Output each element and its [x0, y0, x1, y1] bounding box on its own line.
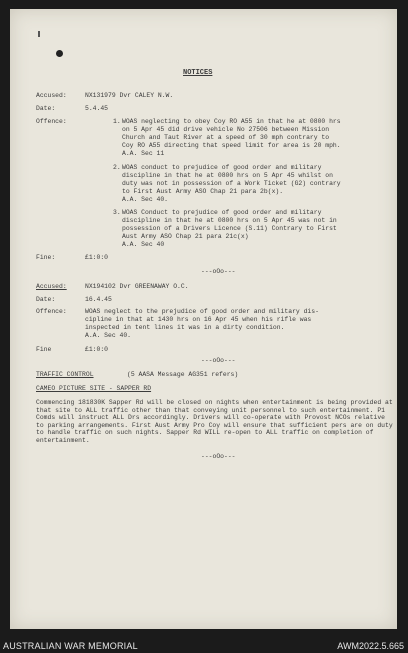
case1-offence3-line: A.A. Sec 40	[122, 241, 165, 248]
case1-offence3-line: WOAS Conduct to prejudice of good order and military	[122, 209, 322, 216]
footer-reference: AWM2022.5.665	[337, 641, 404, 651]
case1-offence3-line: discipline in that he at 0800 hrs on 5 Apr 45 was not in	[122, 217, 337, 224]
footer-source: AUSTRALIAN WAR MEMORIAL	[3, 641, 138, 651]
case1-fine-value: £1:0:0	[85, 254, 109, 261]
case1-offence1-num: 1.	[113, 118, 121, 125]
case2-offence-label: Offence:	[36, 308, 67, 315]
case1-offence3-line: possession of a Drivers Licence (S.11) Contrary to First	[122, 225, 337, 232]
case1-offence2-num: 2.	[113, 164, 121, 171]
case1-offence1-line: A.A. Sec 11	[122, 150, 165, 157]
case1-date-value: 5.4.45	[85, 105, 109, 112]
case1-accused-value: NX131979 Dvr CALEY N.W.	[85, 92, 174, 99]
separator: ---oOo---	[201, 268, 236, 275]
case1-offence1-line: on 5 Apr 45 did drive vehicle No 27506 between Mission	[122, 126, 330, 133]
archive-footer	[0, 633, 408, 653]
traffic-paragraph: Commencing 181830K Sapper Rd will be closed on nights when entertainment is being provided at that site to ALL traffic other than that conveying unit personnel to such entertainment. P1 Comds will instruct ALL Drs accordingly. Drivers will co-operate with Provost NCOs relative to parking arrangements. First Aust Army Pro Coy will ensure that sufficient pers are on duty to handle traffic on such nights. Sapper Rd WILL re-open to ALL traffic on completion of entertainment.	[36, 399, 393, 444]
case1-offence1-line: Coy RO A55 directing that speed limit for area is 20 mph.	[122, 142, 341, 149]
case1-offence2-line: to First Aust Army ASO Chap 21 para 2b(x).	[122, 188, 284, 195]
separator: ---oOo---	[201, 453, 236, 460]
case2-fine-value: £1:0:0	[85, 346, 109, 353]
case2-fine-label: Fine	[36, 346, 52, 353]
case2-offence-line: WOAS neglect to the prejudice of good order and military dis-	[85, 308, 319, 315]
traffic-heading: TRAFFIC CONTROL	[36, 371, 94, 378]
separator: ---oOo---	[201, 357, 236, 364]
document-page	[10, 9, 397, 629]
case1-offence2-line: A.A. Sec 40.	[122, 196, 169, 203]
case1-offence2-line: discipline in that he at 0800 hrs on 5 Apr 45 whilst on	[122, 172, 333, 179]
case2-accused-value: NX194102 Dvr GREENAWAY O.C.	[85, 283, 189, 290]
case2-offence-line: cipline in that at 1430 hrs on 16 Apr 45 when his rifle was	[85, 316, 312, 323]
case1-offence2-line: WOAS conduct to prejudice of good order and military	[122, 164, 322, 171]
traffic-subheading: CAMEO PICTURE SITE - SAPPER RD	[36, 385, 152, 392]
case1-offence1-line: WOAS neglecting to obey Coy RO A55 in that he at 0800 hrs	[122, 118, 341, 125]
punch-hole-mark	[56, 50, 63, 57]
case1-offence2-line: duty was not in possession of a Work Ticket (G2) contrary	[122, 180, 341, 187]
traffic-heading-note: (5 AASA Message AG351 refers)	[127, 371, 239, 378]
case2-date-label: Date:	[36, 296, 56, 303]
case1-offence-label: Offence:	[36, 118, 67, 125]
case1-offence3-num: 3.	[113, 209, 121, 216]
case1-accused-label: Accused:	[36, 92, 67, 99]
case1-date-label: Date:	[36, 105, 56, 112]
case1-offence1-line: Church and Taut River at a speed of 30 mph contrary to	[122, 134, 330, 141]
case2-offence-line: inspected in tent lines it was in a dirty condition.	[85, 324, 285, 331]
pencil-mark	[38, 31, 40, 37]
case2-accused-label: Accused:	[36, 283, 67, 290]
case2-offence-line: A.A. Sec 40.	[85, 332, 132, 339]
page-title: NOTICES	[183, 69, 213, 77]
case2-date-value: 16.4.45	[85, 296, 112, 303]
case1-offence3-line: Aust Army ASO Chap 21 para 21c(x)	[122, 233, 249, 240]
case1-fine-label: Fine:	[36, 254, 56, 261]
